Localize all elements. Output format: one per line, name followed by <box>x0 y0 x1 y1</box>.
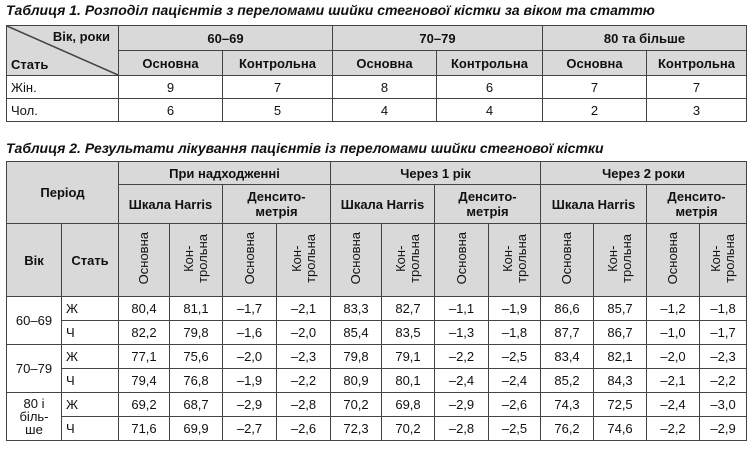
table-cell: 86,7 <box>594 321 647 345</box>
harris-scale-header: Шкала Harris <box>541 185 647 224</box>
table-cell: 77,1 <box>119 345 170 369</box>
table-cell: 80,4 <box>119 297 170 321</box>
table1-caption: Таблиця 1. Розподіл пацієнтів з переломами шийки стегнової кістки за віком та статтю <box>6 2 655 18</box>
table2-body <box>7 297 747 441</box>
table-cell: –1,7 <box>223 297 277 321</box>
age-group-cell: 80 і біль- ше <box>7 393 62 441</box>
col-main-header: Основна <box>348 232 363 285</box>
table-cell: 80,1 <box>382 369 435 393</box>
table-row <box>7 99 747 122</box>
table-cell: 4 <box>437 99 543 122</box>
sex-cell: Ч <box>62 321 119 345</box>
table-cell: 4 <box>333 99 437 122</box>
table-cell: –2,4 <box>489 369 541 393</box>
table-cell: 7 <box>223 76 333 99</box>
table-cell: –1,3 <box>435 321 489 345</box>
table1-subheader: Основна <box>543 51 647 76</box>
table-cell: 83,5 <box>382 321 435 345</box>
densitometry-header: Денсито- метрія <box>223 185 331 224</box>
table-cell: –2,8 <box>435 417 489 441</box>
table-cell: 82,7 <box>382 297 435 321</box>
table-cell: –2,7 <box>223 417 277 441</box>
table-cell: 74,6 <box>594 417 647 441</box>
period-2-years: Через 2 роки <box>541 162 747 185</box>
densitometry-header: Денсито- метрія <box>647 185 747 224</box>
table-cell: 79,1 <box>382 345 435 369</box>
table-cell: 6 <box>119 99 223 122</box>
col-main-header: Основна <box>136 232 151 285</box>
table-cell: 84,3 <box>594 369 647 393</box>
table1-age-group: 70–79 <box>333 26 543 51</box>
table-cell: –1,7 <box>700 321 747 345</box>
table-cell: 83,4 <box>541 345 594 369</box>
col-main-header: Основна <box>241 232 257 285</box>
table-cell: –2,3 <box>700 345 747 369</box>
table-cell: 85,4 <box>331 321 382 345</box>
table1-subheader: Контрольна <box>223 51 333 76</box>
table-cell: 7 <box>543 76 647 99</box>
sex-cell: Ч <box>62 369 119 393</box>
sex-cell: Ч <box>62 417 119 441</box>
table-cell: –2,2 <box>647 417 700 441</box>
table-cell: 7 <box>647 76 747 99</box>
table-cell: –2,0 <box>647 345 700 369</box>
table1-subheader: Основна <box>333 51 437 76</box>
table2 <box>6 161 747 441</box>
table-cell: 2 <box>543 99 647 122</box>
col-control-header: Кон- трольна <box>708 234 738 283</box>
table1-subheader: Контрольна <box>647 51 747 76</box>
table-cell: 8 <box>333 76 437 99</box>
table1-age-header: Вік, роки <box>52 29 110 44</box>
col-main-header: Основна <box>453 232 469 285</box>
table-cell: 79,8 <box>331 345 382 369</box>
col-control-header: Кон- трольна <box>605 234 635 283</box>
age-group-cell: 60–69 <box>7 297 62 345</box>
sex-cell: Ж <box>62 393 119 417</box>
table-cell: –1,6 <box>223 321 277 345</box>
table-cell: 5 <box>223 99 333 122</box>
table-cell: –2,4 <box>435 369 489 393</box>
table-cell: 69,8 <box>382 393 435 417</box>
table-cell: –1,8 <box>489 321 541 345</box>
table-cell: 85,7 <box>594 297 647 321</box>
table1-row-label: Жін. <box>7 76 119 99</box>
densitometry-header: Денсито- метрія <box>435 185 541 224</box>
table1-corner-cell <box>7 26 119 76</box>
table1-subheader: Контрольна <box>437 51 543 76</box>
sex-cell: Ж <box>62 297 119 321</box>
table-row <box>7 76 747 99</box>
table-cell: 85,2 <box>541 369 594 393</box>
table-cell: –2,1 <box>647 369 700 393</box>
col-control-header: Кон- трольна <box>393 234 422 283</box>
table-cell: –1,0 <box>647 321 700 345</box>
table-cell: 72,3 <box>331 417 382 441</box>
sex-header: Стать <box>62 224 119 297</box>
table-cell: 72,5 <box>594 393 647 417</box>
col-control-header: Кон- трольна <box>181 234 210 283</box>
age-group-cell: 70–79 <box>7 345 62 393</box>
table-cell: –2,2 <box>435 345 489 369</box>
table-cell: –2,6 <box>277 417 331 441</box>
table-cell: –2,2 <box>277 369 331 393</box>
table-cell: 70,2 <box>382 417 435 441</box>
table-cell: –1,2 <box>647 297 700 321</box>
table-cell: 81,1 <box>170 297 223 321</box>
table-cell: –2,6 <box>489 393 541 417</box>
table-cell: –2,0 <box>223 345 277 369</box>
period-admission: При надходженні <box>119 162 331 185</box>
table-cell: –2,5 <box>489 345 541 369</box>
table-cell: 76,8 <box>170 369 223 393</box>
table-cell: –1,8 <box>700 297 747 321</box>
table2-caption: Таблиця 2. Результати лікування пацієнтів із переломами шийки стегнової кістки <box>6 140 604 156</box>
table-cell: 70,2 <box>331 393 382 417</box>
table-cell: –2,2 <box>700 369 747 393</box>
table-row <box>7 297 747 321</box>
harris-scale-header: Шкала Harris <box>331 185 435 224</box>
table-cell: 79,8 <box>170 321 223 345</box>
table-cell: 86,6 <box>541 297 594 321</box>
table-cell: 69,9 <box>170 417 223 441</box>
table-cell: –1,9 <box>489 297 541 321</box>
table-cell: 87,7 <box>541 321 594 345</box>
col-main-header: Основна <box>665 232 681 285</box>
table1-sex-header: Стать <box>11 57 49 72</box>
table-row <box>7 345 747 369</box>
table-cell: 80,9 <box>331 369 382 393</box>
table-cell: –2,3 <box>277 345 331 369</box>
table-cell: –2,9 <box>435 393 489 417</box>
table-cell: 74,3 <box>541 393 594 417</box>
table-cell: 6 <box>437 76 543 99</box>
table-cell: –3,0 <box>700 393 747 417</box>
period-header: Період <box>7 162 119 224</box>
table-cell: 82,2 <box>119 321 170 345</box>
table-cell: 82,1 <box>594 345 647 369</box>
table-cell: 3 <box>647 99 747 122</box>
table-row <box>7 369 747 393</box>
table-cell: –2,4 <box>647 393 700 417</box>
table-row <box>7 393 747 417</box>
table-cell: 68,7 <box>170 393 223 417</box>
table1-age-group: 60–69 <box>119 26 333 51</box>
age-header: Вік <box>7 224 62 297</box>
table-cell: 69,2 <box>119 393 170 417</box>
col-main-header: Основна <box>559 232 575 285</box>
table-row <box>7 321 747 345</box>
col-control-header: Кон- трольна <box>499 234 529 283</box>
table-cell: –2,5 <box>489 417 541 441</box>
table-cell: –1,1 <box>435 297 489 321</box>
table-cell: 79,4 <box>119 369 170 393</box>
period-1-year: Через 1 рік <box>331 162 541 185</box>
table1-subheader: Основна <box>119 51 223 76</box>
table-cell: 83,3 <box>331 297 382 321</box>
harris-scale-header: Шкала Harris <box>119 185 223 224</box>
table1-age-group: 80 та більше <box>543 26 747 51</box>
col-control-header: Кон- трольна <box>288 234 318 283</box>
table-cell: 9 <box>119 76 223 99</box>
table-cell: –2,1 <box>277 297 331 321</box>
table1-row-label: Чол. <box>7 99 119 122</box>
table-cell: –2,9 <box>700 417 747 441</box>
table-cell: –2,0 <box>277 321 331 345</box>
sex-cell: Ж <box>62 345 119 369</box>
table-row <box>7 417 747 441</box>
table-cell: 76,2 <box>541 417 594 441</box>
table-cell: –2,9 <box>223 393 277 417</box>
table-cell: –2,8 <box>277 393 331 417</box>
table1 <box>6 25 747 122</box>
table-cell: –1,9 <box>223 369 277 393</box>
table-cell: 75,6 <box>170 345 223 369</box>
table-cell: 71,6 <box>119 417 170 441</box>
